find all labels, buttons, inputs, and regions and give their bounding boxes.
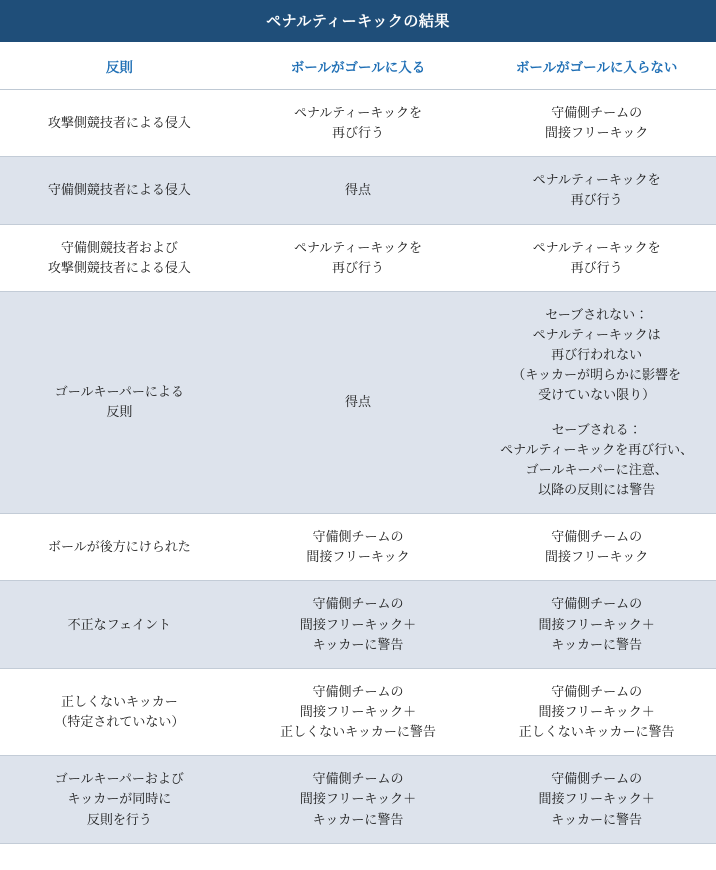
text-line: 守備側競技者による侵入	[47, 182, 191, 198]
outcome-block-saved	[487, 420, 706, 501]
cell-offence	[0, 514, 239, 581]
text-line: キッカーに警告	[312, 811, 404, 827]
cell-ball-enters-goal	[239, 157, 478, 224]
cell-ball-enters-goal	[239, 668, 478, 755]
table-title-row	[0, 0, 716, 42]
text-line: 間接フリーキック	[545, 549, 649, 565]
cell-ball-does-not-enter-goal	[477, 157, 716, 224]
text-line: 間接フリーキック＋	[299, 703, 417, 719]
text-line: 間接フリーキック＋	[538, 616, 655, 632]
text-line: 守備側チームの	[551, 596, 643, 612]
text-line: 守備側チームの	[551, 529, 643, 545]
table-header-row	[0, 42, 716, 90]
cell-ball-does-not-enter-goal	[477, 90, 716, 157]
column-header-ball-enters-goal: ボールがゴールに入る	[239, 42, 478, 90]
text-line: 間接フリーキック	[545, 125, 649, 141]
text-line: 守備側チームの	[312, 596, 404, 612]
text-line: ゴールキーパーおよび	[54, 771, 184, 787]
table-row	[0, 581, 716, 668]
text-line: ペナルティーキックを	[532, 239, 661, 255]
text-line: 間接フリーキック＋	[538, 703, 655, 719]
text-line: ペナルティーキックを	[293, 105, 423, 120]
cell-ball-does-not-enter-goal	[477, 224, 716, 291]
text-line: 再び行う	[570, 259, 623, 275]
text-line: キッカーに警告	[551, 636, 643, 652]
table-row	[0, 90, 716, 157]
text-line: 守備側チームの	[551, 771, 643, 787]
text-line: 得点	[344, 182, 371, 198]
text-line: ペナルティーキックを再び行い、	[500, 441, 694, 457]
column-header-offence: 反則	[0, 42, 239, 90]
cell-offence	[0, 90, 239, 157]
text-line: 間接フリーキック	[306, 549, 410, 565]
text-line: 守備側チームの	[551, 683, 643, 699]
text-line: 正しくないキッカーに警告	[518, 724, 675, 740]
text-line: 得点	[344, 394, 371, 410]
outcome-block-not-saved	[487, 305, 706, 406]
text-line: 反則	[106, 404, 133, 420]
text-line: ボールが後方にけられた	[47, 539, 191, 555]
text-line: 再び行う	[331, 125, 384, 141]
text-line: 受けていない限り）	[538, 387, 656, 403]
text-line: 守備側チームの	[312, 529, 404, 545]
cell-ball-enters-goal	[239, 581, 478, 668]
text-line: セーブされる：	[551, 421, 642, 437]
cell-ball-enters-goal	[239, 224, 478, 291]
cell-offence	[0, 224, 239, 291]
text-line: 間接フリーキック＋	[299, 616, 417, 632]
text-line: 再び行われない	[551, 347, 643, 363]
cell-ball-enters-goal	[239, 291, 478, 513]
text-line: キッカーが同時に	[67, 791, 172, 807]
text-line: キッカーに警告	[312, 636, 404, 652]
table-row	[0, 514, 716, 581]
text-line: 正しくないキッカーに警告	[280, 724, 436, 740]
column-header-ball-does-not-enter-goal: ボールがゴールに入らない	[477, 42, 716, 90]
text-line: 再び行う	[331, 259, 384, 275]
text-line: （特定されていない）	[54, 714, 185, 730]
text-line: （キッカーが明らかに影響を	[512, 367, 682, 383]
text-line: ゴールキーパーによる	[54, 384, 184, 400]
cell-ball-enters-goal	[239, 90, 478, 157]
cell-ball-does-not-enter-goal	[477, 756, 716, 843]
cell-offence	[0, 157, 239, 224]
cell-ball-enters-goal	[239, 756, 478, 843]
text-line: 攻撃側競技者による侵入	[47, 259, 191, 275]
table-row	[0, 224, 716, 291]
text-line: 守備側競技者および	[60, 239, 178, 255]
text-line: 間接フリーキック＋	[538, 791, 655, 807]
table-row	[0, 291, 716, 513]
table-title: ペナルティーキックの結果	[0, 0, 716, 42]
text-line: 間接フリーキック＋	[299, 791, 417, 807]
cell-ball-does-not-enter-goal	[477, 514, 716, 581]
cell-ball-does-not-enter-goal	[477, 291, 716, 513]
text-line: 守備側チームの	[312, 683, 404, 699]
text-line: ペナルティーキックは	[532, 326, 661, 342]
table-row	[0, 756, 716, 843]
text-line: 以降の反則には警告	[538, 481, 656, 497]
text-line: ペナルティーキックを	[293, 239, 423, 255]
text-line: キッカーに警告	[551, 811, 643, 827]
text-line: セーブされない：	[545, 306, 649, 322]
cell-offence	[0, 581, 239, 668]
text-line: 攻撃側競技者による侵入	[47, 115, 191, 131]
cell-offence	[0, 668, 239, 755]
table-row	[0, 157, 716, 224]
text-line: ゴールキーパーに注意、	[525, 461, 668, 477]
text-line: 不正なフェイント	[67, 616, 171, 632]
cell-ball-does-not-enter-goal	[477, 581, 716, 668]
text-line: 守備側チームの	[551, 105, 643, 120]
cell-offence	[0, 291, 239, 513]
cell-offence	[0, 756, 239, 843]
table-row	[0, 668, 716, 755]
cell-ball-does-not-enter-goal	[477, 668, 716, 755]
text-line: 再び行う	[570, 192, 623, 208]
text-line: 反則を行う	[86, 811, 152, 827]
text-line: 守備側チームの	[312, 771, 404, 787]
text-line: ペナルティーキックを	[532, 172, 661, 188]
text-line: 正しくないキッカー	[60, 693, 178, 709]
cell-ball-enters-goal	[239, 514, 478, 581]
